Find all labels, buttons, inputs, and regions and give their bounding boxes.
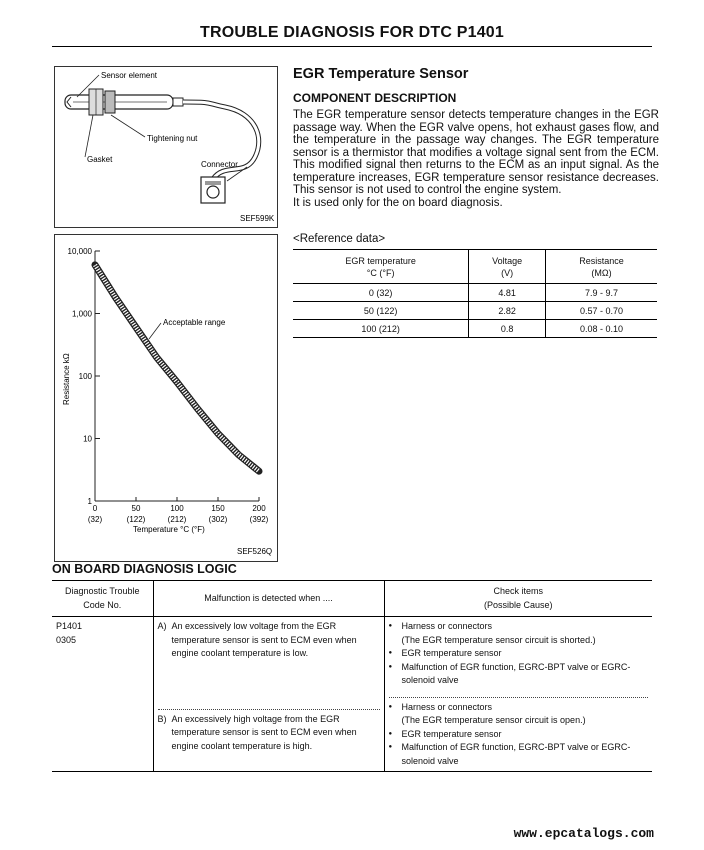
y-tick-label: 10,000 (67, 247, 92, 256)
table-row (293, 302, 657, 320)
data-point (156, 357, 157, 358)
sensor-element-label: Sensor element (101, 71, 158, 80)
x-tick-label-f: (32) (87, 515, 103, 524)
table-cell: 0 (32) (293, 284, 469, 302)
check-items-cell (384, 617, 652, 772)
list-item: ● EGR temperature sensor (389, 647, 649, 661)
malfunction-b: B) An excessively high voltage from the EGR temperature sensor is sent to ECM even when engine coolant temperature is high. (157, 713, 357, 751)
tightening-nut-label: Tightening nut (147, 134, 198, 143)
table-cell: 4.81 (469, 284, 546, 302)
data-point (94, 264, 95, 265)
data-point (238, 454, 239, 455)
x-tick-label-f: (392) (249, 515, 269, 524)
footer-url[interactable]: www.epcatalogs.com (513, 826, 654, 841)
description-paragraph: The EGR temperature sensor detects temperature changes in the EGR passage way. When the EGR valve opens, hot exhaust gases flow, and the temperature in the passage way changes. The EGR temperature sensor is a thermistor that modifies a voltage signal sent from the ECM. This modified signal then returns to the ECM as an input signal. As the temperature increases, EGR temperature sensor resistance decreases. This sensor is not used to control the engine system. (293, 109, 659, 196)
acceptable-range-label: Acceptable range (163, 318, 226, 327)
x-tick-label: 150 (211, 504, 225, 513)
data-point (176, 382, 177, 383)
component-description-heading: COMPONENT DESCRIPTION (293, 91, 457, 105)
reference-data-table (293, 249, 657, 338)
malfunction-a: A) An excessively low voltage from the EGR temperature sensor is sent to ECM even when engine coolant temperature is low. (157, 621, 357, 658)
x-tick-label-f: (212) (167, 515, 187, 524)
obd-logic-heading: ON BOARD DIAGNOSIS LOGIC (52, 562, 237, 576)
column-header: Malfunction is detected when .... (153, 581, 384, 617)
column-header: Check items (Possible Cause) (384, 581, 652, 617)
table-cell: 0.8 (469, 320, 546, 338)
table-cell: 100 (212) (293, 320, 469, 338)
malfunction-cell (153, 617, 384, 772)
column-header: Voltage (V) (469, 250, 546, 284)
table-row (293, 284, 657, 302)
table-cell: 0.08 - 0.10 (546, 320, 657, 338)
list-item: ● Malfunction of EGR function, EGRC-BPT valve or EGRC-solenoid valve (389, 741, 649, 768)
page-title: TROUBLE DIAGNOSIS FOR DTC P1401 (199, 24, 505, 41)
list-item: ● Harness or connectors (389, 701, 649, 715)
gasket-label: Gasket (87, 155, 113, 164)
table-row (293, 320, 657, 338)
column-header: Diagnostic Trouble Code No. (52, 581, 153, 617)
check-items-a (389, 620, 649, 688)
dtc-code-cell (52, 617, 153, 772)
check-items-b (389, 701, 649, 769)
x-tick-label: 50 (131, 504, 141, 513)
x-axis-label: Temperature °C (°F) (133, 525, 205, 534)
data-point (197, 408, 198, 409)
sensor-drawing (55, 67, 277, 227)
data-point (258, 471, 259, 472)
figure-code: SEF599K (240, 214, 275, 223)
column-header: EGR temperature °C (°F) (293, 250, 469, 284)
list-item: (The EGR temperature sensor circuit is shorted.) (401, 634, 596, 645)
data-point (135, 327, 136, 328)
y-tick-label: 100 (78, 372, 92, 381)
y-tick-label: 1 (87, 497, 92, 506)
data-point (115, 297, 116, 298)
list-item: (The EGR temperature sensor circuit is open.) (401, 715, 586, 725)
column-header: Resistance (MΩ) (546, 250, 657, 284)
y-tick-label: 1,000 (71, 309, 92, 319)
section-heading: EGR Temperature Sensor (293, 66, 469, 82)
resistance-graph (54, 234, 278, 562)
table-cell: 7.9 - 9.7 (546, 284, 657, 302)
table-cell: 2.82 (469, 302, 546, 320)
table-row (52, 617, 652, 772)
dtc-code-number: 0305 (56, 634, 77, 645)
acceptable-range-band (95, 265, 259, 471)
x-tick-label: 200 (252, 504, 266, 513)
x-tick-label-f: (302) (208, 515, 228, 524)
x-tick-label-f: (122) (126, 515, 146, 524)
list-item: ● Malfunction of EGR function, EGRC-BPT valve or EGRC-solenoid valve (389, 661, 649, 688)
table-cell: 0.57 - 0.70 (546, 302, 657, 320)
title-rule (52, 46, 652, 47)
data-point (217, 433, 218, 434)
chart-axes (95, 251, 259, 501)
resistance-chart (55, 235, 277, 561)
table-cell: 50 (122) (293, 302, 469, 320)
figure-code: SEF526Q (237, 547, 273, 556)
acceptable-range-hatch (95, 265, 259, 471)
reference-data-label: <Reference data> (293, 233, 386, 245)
list-item: ● EGR temperature sensor (389, 728, 649, 742)
x-tick-label: 0 (92, 504, 98, 513)
dtc-code: P1401 (56, 621, 83, 631)
component-description-text (293, 109, 659, 209)
y-tick-label: 10 (83, 434, 92, 444)
description-note: It is used only for the on board diagnosis. (293, 196, 503, 209)
list-item: ● Harness or connectors (389, 620, 649, 634)
x-tick-label: 100 (170, 504, 184, 513)
obd-logic-table (52, 580, 652, 772)
sensor-illustration (54, 66, 278, 228)
y-axis-label: Resistance kΩ (62, 353, 71, 405)
connector-label: Connector (201, 160, 238, 169)
